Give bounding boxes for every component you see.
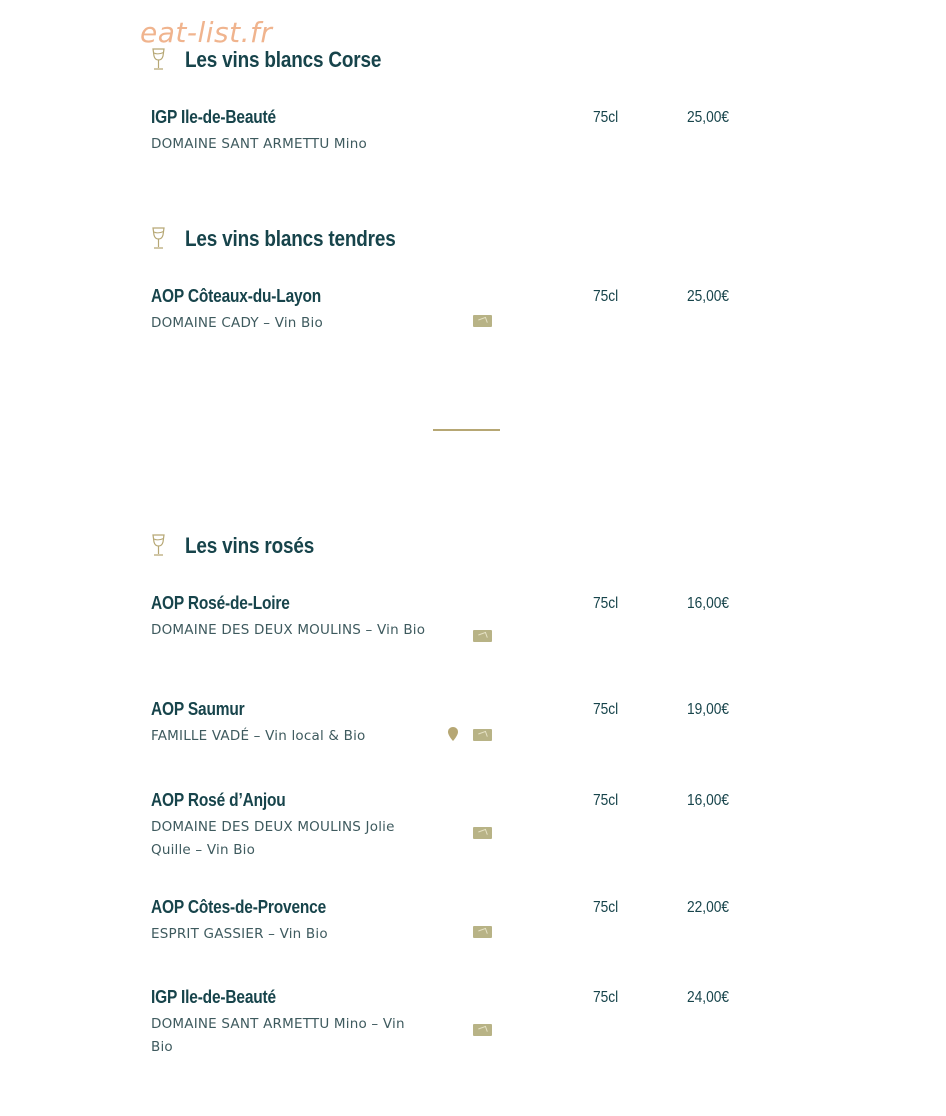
wine-producer: DOMAINE DES DEUX MOULINS Jolie Quille – Vin Bio	[151, 819, 395, 858]
wine-size: 75cl	[593, 701, 619, 718]
wine-size: 75cl	[593, 288, 619, 305]
wine-price: 25,00€	[687, 109, 730, 126]
wine-name: AOP Rosé-de-Loire	[151, 593, 290, 613]
wine-size: 75cl	[593, 899, 619, 916]
bio-label-icon	[473, 926, 492, 938]
wine-size: 75cl	[593, 595, 619, 612]
map-pin-icon	[447, 726, 459, 742]
section-header	[150, 224, 430, 254]
wine-producer: DOMAINE SANT ARMETTU Mino	[151, 136, 367, 152]
wine-name: AOP Saumur	[151, 699, 245, 719]
wine-producer: ESPRIT GASSIER – Vin Bio	[151, 926, 328, 942]
wine-price: 16,00€	[687, 595, 730, 612]
wine-glass-icon	[150, 48, 167, 72]
section-header	[150, 531, 335, 561]
bio-label-icon	[473, 827, 492, 839]
wine-producer: FAMILLE VADÉ – Vin local & Bio	[151, 728, 366, 744]
section-title: Les vins rosés	[185, 533, 315, 558]
wine-producer: DOMAINE CADY – Vin Bio	[151, 315, 323, 331]
wine-name: AOP Côteaux-du-Layon	[151, 286, 322, 306]
wine-price: 25,00€	[687, 288, 730, 305]
wine-glass-icon	[150, 227, 167, 251]
wine-price: 19,00€	[687, 701, 730, 718]
wine-glass-icon	[150, 534, 167, 558]
wine-producer: DOMAINE SANT ARMETTU Mino – Vin Bio	[151, 1016, 405, 1055]
wine-size: 75cl	[593, 792, 619, 809]
section-header	[150, 45, 413, 75]
wine-name: AOP Rosé d’Anjou	[151, 790, 286, 810]
wine-price: 22,00€	[687, 899, 730, 916]
bio-label-icon	[473, 315, 492, 327]
section-title: Les vins blancs tendres	[185, 226, 396, 251]
wine-name: AOP Côtes-de-Provence	[151, 897, 327, 917]
wine-name: IGP Ile-de-Beauté	[151, 107, 276, 127]
wine-producer: DOMAINE DES DEUX MOULINS – Vin Bio	[151, 622, 426, 638]
bio-label-icon	[473, 630, 492, 642]
wine-name: IGP Ile-de-Beauté	[151, 987, 276, 1007]
wine-size: 75cl	[593, 989, 619, 1006]
section-divider	[433, 429, 500, 431]
section-title: Les vins blancs Corse	[185, 47, 382, 72]
bio-label-icon	[473, 1024, 492, 1036]
watermark: eat-list.fr	[140, 16, 273, 49]
wine-size: 75cl	[593, 109, 619, 126]
wine-price: 16,00€	[687, 792, 730, 809]
wine-price: 24,00€	[687, 989, 730, 1006]
bio-label-icon	[473, 729, 492, 741]
